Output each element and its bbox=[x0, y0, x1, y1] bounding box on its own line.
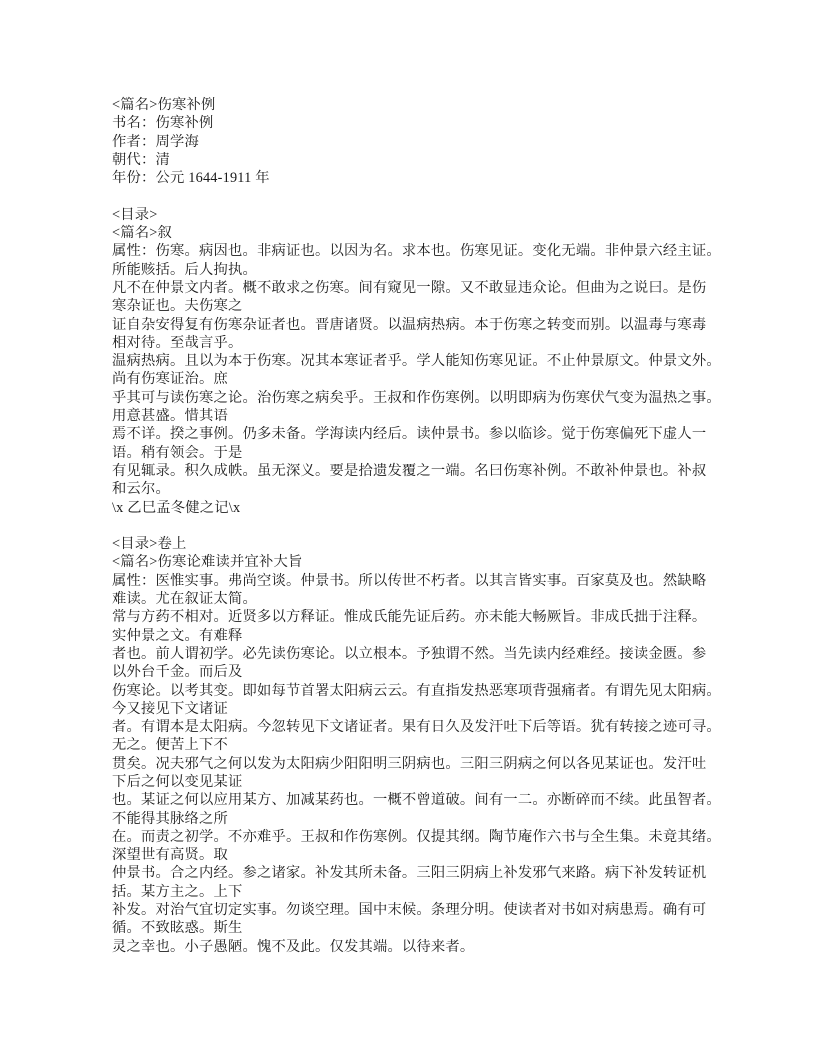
text-line: 实仲景之文。有难释 bbox=[112, 627, 243, 644]
section-title-block bbox=[112, 96, 752, 187]
text-line: 以外台千金。而后及 bbox=[112, 664, 243, 681]
text-line: 温病热病。且以为本于伤寒。况其本寒证者乎。学人能知伤寒见证。不止仲景原文。仲景文外。 bbox=[112, 353, 721, 370]
text-line: <目录> bbox=[112, 206, 158, 223]
text-block bbox=[112, 96, 752, 956]
text-line: 属性：医惟实事。弗尚空谈。仲景书。所以传世不朽者。以其言皆实事。百家莫及也。然缺略 bbox=[112, 572, 707, 589]
text-line: 今又接见下文诸证 bbox=[112, 700, 228, 717]
text-line: 不能得其脉络之所 bbox=[112, 810, 228, 827]
text-line: 焉不详。揆之事例。仍多未备。学海读内经后。读仲景书。参以临诊。觉于伤寒偏死下虚人一 bbox=[112, 426, 707, 443]
text-line: <篇名>伤寒论难读并宜补大旨 bbox=[112, 554, 303, 571]
text-line: 尚有伤寒证治。庶 bbox=[112, 371, 228, 388]
text-line: 相对待。至哉言乎。 bbox=[112, 334, 243, 351]
text-line-dynasty: 朝代：清 bbox=[112, 151, 170, 168]
section-volume-one bbox=[112, 535, 752, 956]
text-line: 寒杂证也。夫伤寒之 bbox=[112, 298, 243, 315]
text-line: 者。有谓本是太阳病。今忽转见下文诸证者。果有日久及发汗吐下后等语。犹有转接之迹可寻。 bbox=[112, 719, 721, 736]
text-line: 有见辄录。积久成帙。虽无深义。要是拾遗发覆之一端。名曰伤寒补例。不敢补仲景也。补叔 bbox=[112, 462, 707, 479]
text-line: 在。而责之初学。不亦难乎。王叔和作伤寒例。仅提其纲。陶节庵作六书与全生集。未竟其绪。 bbox=[112, 828, 721, 845]
text-line-author: 作者：周学海 bbox=[112, 133, 199, 150]
text-line: 难读。尤在叙证太简。 bbox=[112, 591, 257, 608]
text-line: <篇名>叙 bbox=[112, 225, 173, 242]
text-line: 属性：伤寒。病因也。非病证也。以因为名。求本也。伤寒见证。变化无端。非仲景六经主证。 bbox=[112, 243, 721, 260]
text-line: <目录>卷上 bbox=[112, 536, 187, 553]
text-line: 所能赅括。后人拘执。 bbox=[112, 261, 257, 278]
text-line: 补发。对治气宜切定实事。勿谈空理。国中末候。条理分明。使读者对书如对病患焉。确有可 bbox=[112, 902, 707, 919]
blank-line bbox=[112, 187, 752, 205]
text-line: 凡不在仲景文内者。概不敢求之伤寒。间有窥见一隙。又不敢显违众论。但曲为之说曰。是伤 bbox=[112, 279, 707, 296]
text-line-pian-ming: <篇名>伤寒补例 bbox=[112, 97, 216, 113]
text-line: 常与方药不相对。近贤多以方释证。惟成氏能先证后药。亦未能大畅厥旨。非成氏拙于注释。 bbox=[112, 609, 707, 626]
text-line-years: 年份：公元 1644-1911 年 bbox=[112, 170, 270, 187]
text-line: 括。某方主之。上下 bbox=[112, 883, 243, 900]
text-line: 和云尔。 bbox=[112, 481, 170, 498]
text-line: 乎其可与读伤寒之论。治伤寒之病矣乎。王叔和作伤寒例。以明即病为伤寒伏气变为温热之事。 bbox=[112, 389, 721, 406]
text-line: 语。稍有领会。于是 bbox=[112, 444, 243, 461]
text-line: 无之。便苦上下不 bbox=[112, 737, 228, 754]
text-line-book-title: 书名：伤寒补例 bbox=[112, 115, 214, 132]
text-line: 下后之何以变见某证 bbox=[112, 773, 243, 790]
section-preface bbox=[112, 206, 752, 517]
text-line: 用意甚盛。惜其语 bbox=[112, 408, 228, 425]
text-line: 灵之幸也。小子愚陋。愧不及此。仅发其端。以待来者。 bbox=[112, 938, 475, 955]
text-line-colophon: \x 乙巳孟冬健之记\x bbox=[112, 499, 241, 516]
blank-line bbox=[112, 517, 752, 535]
text-line: 者也。前人谓初学。必先读伤寒论。以立根本。予独谓不然。当先读内经难经。接读金匮。参 bbox=[112, 645, 707, 662]
text-line: 贯矣。况夫邪气之何以发为太阳病少阳阳明三阴病也。三阳三阴病之何以各见某证也。发汗吐 bbox=[112, 755, 707, 772]
text-line: 循。不致眩惑。斯生 bbox=[112, 920, 243, 937]
text-line: 深望世有高贤。取 bbox=[112, 847, 228, 864]
text-line: 伤寒论。以考其变。即如每节首署太阳病云云。有直指发热恶寒项背强痛者。有谓先见太阳病。 bbox=[112, 682, 721, 699]
text-line: 仲景书。合之内经。参之诸家。补发其所未备。三阳三阴病上补发邪气来路。病下补发转证机 bbox=[112, 865, 707, 882]
text-line: 也。某证之何以应用某方、加减某药也。一概不曾道破。间有一二。亦断碎而不续。此虽智者。 bbox=[112, 792, 721, 809]
text-line: 证自杂安得复有伤寒杂证者也。晋唐诸贤。以温病热病。本于伤寒之转变而别。以温毒与寒毒 bbox=[112, 316, 707, 333]
